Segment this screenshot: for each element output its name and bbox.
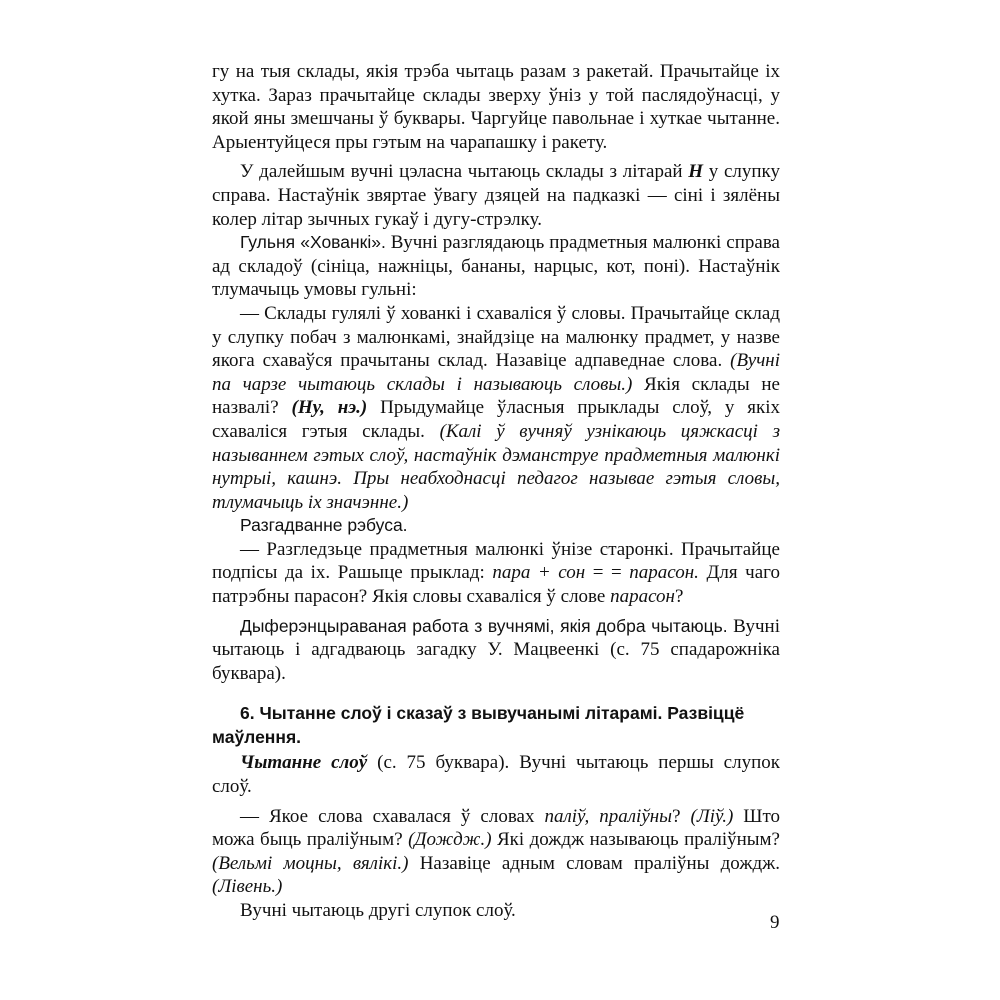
page-number: 9 [770,912,780,933]
paragraph-8: Чытанне слоў (с. 75 буквара). Вучні чытаюць першы слупок слоў. [212,752,780,798]
paragraph-9: — Якое слова схавалася ў словах паліў, праліўны? (Ліў.) Што можа быць праліўным? (Дождж.) Які дождж называюць праліўным? (Вельмі моцны, вялікі.) Назавіце адным словам праліўны дождж. (Лівень.) [212,805,781,898]
letter-n: Н [688,161,704,183]
paragraph-10: Вучні чытаюць другі слупок слоў. [240,900,516,921]
paragraph-7-differentiated: Дыферэнцыраваная работа з вучнямі, якія добра чытаюць. Вучні чытаюць і адгадваюць загадку У. Мацвеенкі (с. 75 спадарожніка буквара). [212,615,780,684]
activity-label: Гульня «Хованкі». [240,232,386,253]
page-content [212,60,780,923]
paragraph-1: гу на тыя склады, якія трэба чытаць разам з ракетай. Прачытайце іх хутка. Зараз прачытайце склады зверху ўніз у той паслядоўнасці, у якой яны змешчаны ў буквары. Чаргуйце павольнае і хуткае чытанне. Арыентуйцеся пры гэтым на чарапашку і ракету. [212,61,780,153]
paragraph-5-rebus [212,514,780,538]
paragraph-4: — Склады гулялі ў хованкі і схаваліся ў словы. Прачытайце склад у слупку побач з малюнкамі, знайдзіце на малюнку прадмет, у назве якога схаваўся прачытаны склад. Назавіце адпаведнае слова. (Вучні па чарзе чытаюць склады і называюць словы.) Якія склады не назвалі? (Ну, нэ.) Прыдумайце ўласныя прыклады слоў, у якіх схаваліся гэтыя склады. (Калі ў вучняў узнікаюць цяжкасці з называннем гэтых слоў, настаўнік дэманструе прадметныя малюнкі нутрыі, кашнэ. Пры неабходнасці педагог называе гэтыя словы, тлумачыць іх значэнне.) [212,302,781,513]
paragraph-3-hide-and-seek: Гульня «Хованкі». Вучні разглядаюць прадметныя малюнкі справа ад складоў (сініца, нажніцы, бананы, нарцыс, кот, поні). Настаўнік тлумачыць умовы гульні: [212,232,780,301]
paragraph-2: У далейшым вучні цэласна чытаюць склады з літарай Н у слупку справа. Настаўнік звяртае ўвагу дзяцей на падказкі — сіні і зялёны колер літар зычных гукаў і дугу-стрэлку. [212,161,780,230]
activity-label: Дыферэнцыраваная работа з вучнямі, якія добра чытаюць. [240,615,728,636]
activity-label: Разгадванне рэбуса. [240,515,408,536]
section-heading: 6. Чытанне слоў і сказаў з вывучанымі літарамі. Развіццё маўлення. [212,703,745,748]
paragraph-6: — Разгледзьце прадметныя малюнкі ўнізе старонкі. Прачытайце подпісы да іх. Рашыце прыклад: пара + сон = = парасон. Для чаго патрэбны парасон? Якія словы схаваліся ў слове парасон? [212,538,780,608]
